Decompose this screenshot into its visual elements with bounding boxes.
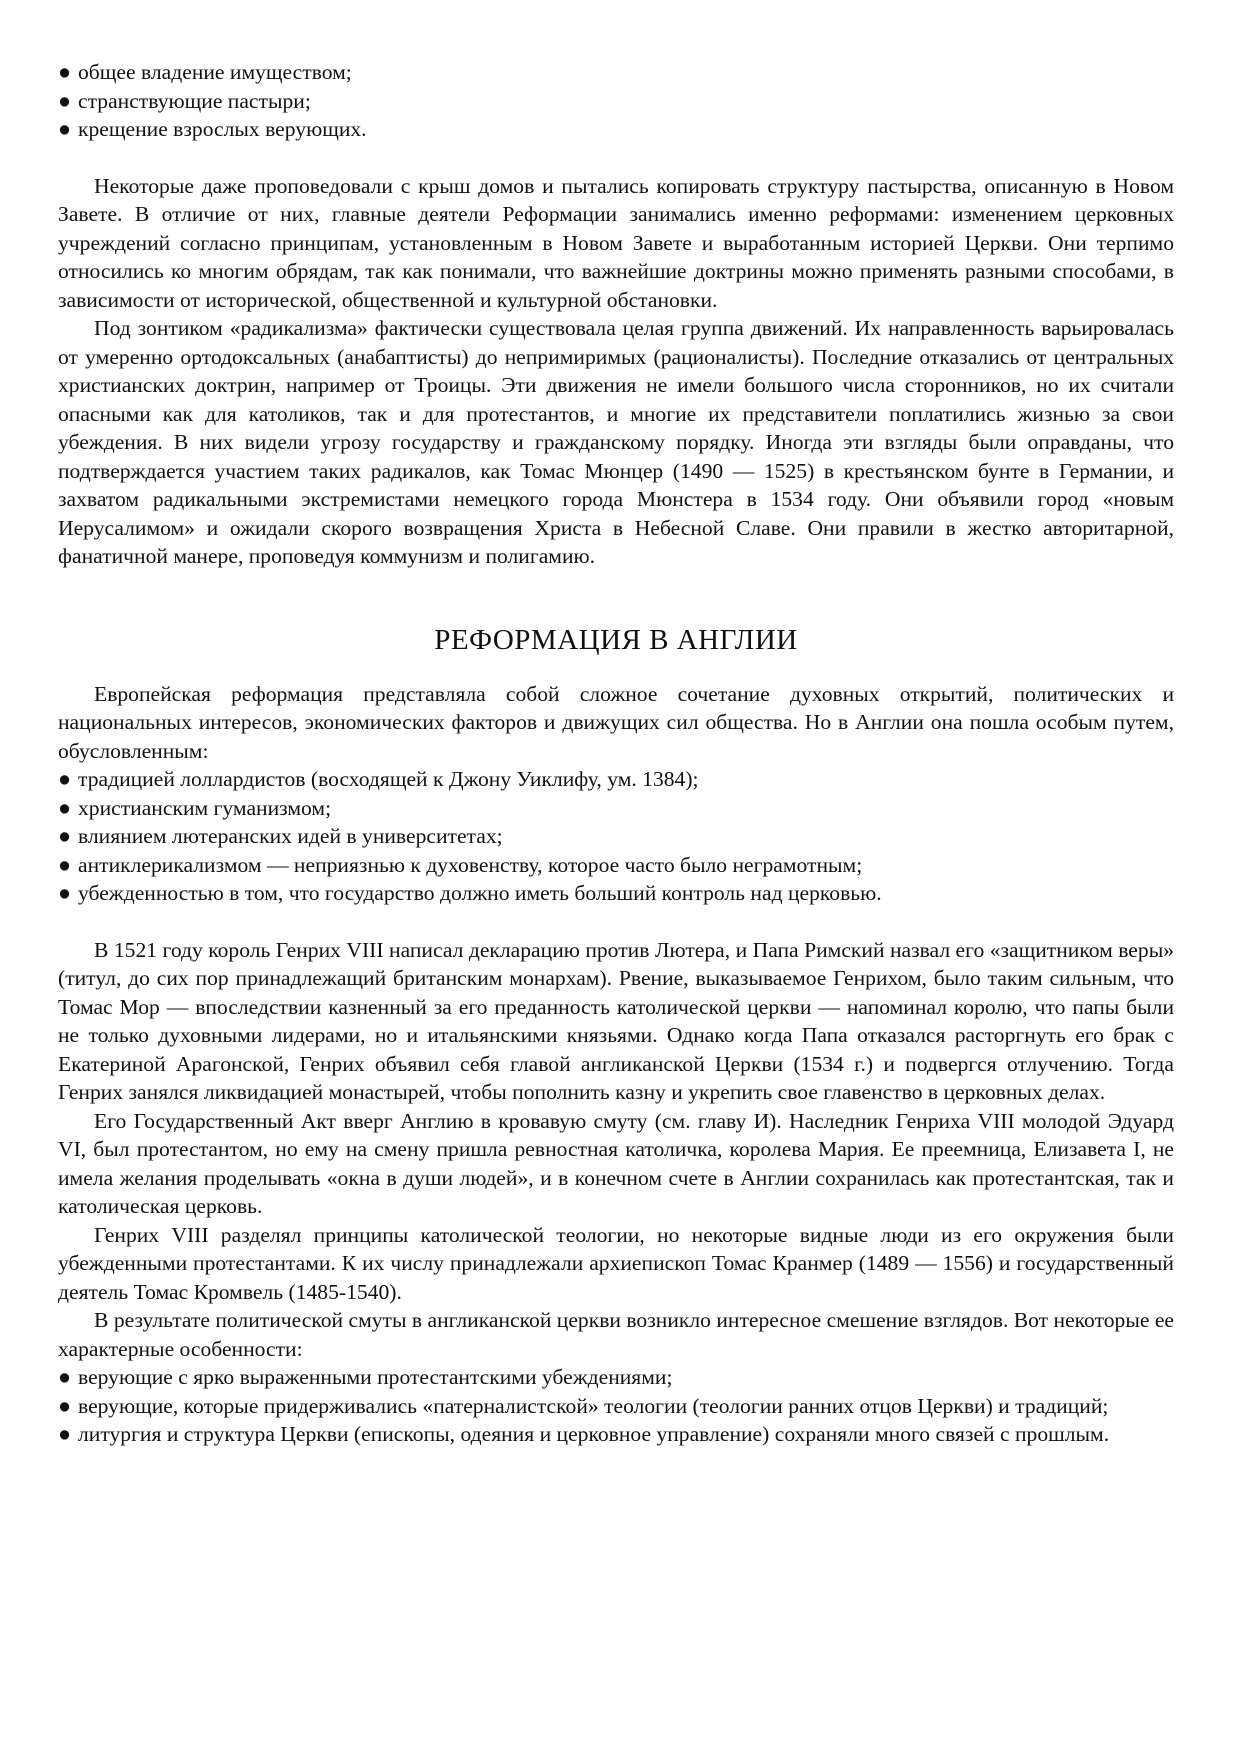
paragraph-henry-viii: В 1521 году король Генрих VIII написал декларацию против Лютера, и Папа Римский назвал его «защитником веры» (титул, до сих пор принадлежащий британским монархам). Рвение, выказываемое Генрихом, было таким сильным, что Томас Мор — впоследствии казненный за его преданность католической церкви — напоминал королю, что папы были не только духовными лидерами, но и итальянскими князьями. Однако когда Папа отказался расторгнуть его брак с Екатериной Арагонской, Генрих объявил себя главой англиканской Церкви (1534 г.) и подвергся отлучению. Тогда Генрих занялся ликвидацией монастырей, чтобы пополнить казну и укрепить свое главенство в церковных делах. (58, 937, 1174, 1104)
paragraph-england-intro: Европейская реформация представляла собой сложное сочетание духовных открытий, политических и национальных интересов, экономических факторов и движущих сил общества. Но в Англии она пошла особым путем, обусловленным: (58, 681, 1174, 763)
paragraph-radicals-intro: Некоторые даже проповедовали с крыш домов и пытались копировать структуру пастырства, описанную в Новом Завете. В отличие от них, главные деятели Реформации занимались именно реформами: изменением церковных учреждений согласно принципам, установленным в Новом Завете и выработанным историей Церкви. Они терпимо относились ко многим обрядам, так как понимали, что важнейшие доктрины можно применять разными способами, в зависимости от исторической, общественной и культурной обстановки. (58, 173, 1174, 312)
bullet-icon: ● (58, 117, 72, 141)
list-item-text: верующие, которые придерживались «патерналистской» теологии (теологии ранних отцов Церкви) и традиций; (78, 1393, 1109, 1418)
bullet-icon: ● (58, 60, 72, 84)
paragraph-state-act: Его Государственный Акт вверг Англию в кровавую смуту (см. главу И). Наследник Генриха VIII молодой Эдуард VI, был протестантом, но ему на смену пришла ревностная католичка, королева Мария. Ее преемница, Елизавета I, не имела желания проделывать «окна в души людей», и в конечном счете в Англии сохранилась как протестантская, так и католическая церковь. (58, 1108, 1174, 1218)
list-item (58, 87, 1174, 116)
bullet-icon: ● (58, 767, 72, 791)
document-page (58, 58, 1174, 1449)
bullet-icon: ● (58, 852, 72, 877)
bullet-icon: ● (58, 1422, 72, 1446)
list-item (58, 794, 1174, 823)
list-item (58, 1392, 1174, 1421)
bullet-icon: ● (58, 881, 72, 905)
list-item (58, 115, 1174, 144)
list-item-text: странствующие пастыри; (78, 88, 311, 113)
list-item-text: общее владение имуществом; (78, 60, 352, 84)
england-bullet-list (58, 765, 1174, 908)
paragraph-anglican-mix: В результате политической смуты в англиканской церкви возникло интересное смешение взглядов. Вот некоторые ее характерные особенности: (58, 1308, 1174, 1361)
list-item (58, 879, 1174, 908)
paragraph-henry-circle: Генрих VIII разделял принципы католической теологии, но некоторые видные люди из его окружения были убежденными протестантами. К их числу принадлежали архиепископ Томас Кранмер (1489 — 1556) и государственный деятель Томас Кромвель (1485-1540). (58, 1222, 1174, 1304)
features-bullet-list (58, 1363, 1174, 1449)
paragraph-radicalism: Под зонтиком «радикализма» фактически существовала целая группа движений. Их направленность варьировалась от умеренно ортодоксальных (анабаптисты) до непримиримых (рационалисты). Последние отказались от центральных христианских доктрин, например от Троицы. Эти движения не имели большого числа сторонников, но их считали опасными как для католиков, так и для протестантов, и многие их представители поплатились жизнью за свои убеждения. В них видели угрозу государству и гражданскому порядку. Иногда эти взгляды были оправданы, что подтверждается участием таких радикалов, как Томас Мюнцер (1490 — 1525) в крестьянском бунте в Германии, и захватом радикальными экстремистами немецкого города Мюнстера в 1534 году. Они объявили город «новым Иерусалимом» и ожидали скорого возвращения Христа в Небесной Славе. Они правили в жестко авторитарной, фанатичной манере, проповедуя коммунизм и полигамию. (58, 316, 1174, 568)
list-item (58, 1420, 1174, 1449)
list-item (58, 765, 1174, 794)
bullet-icon: ● (58, 1393, 72, 1418)
bullet-icon: ● (58, 824, 72, 848)
bullet-icon: ● (58, 88, 72, 113)
list-item-text: традицией лоллардистов (восходящей к Джону Уиклифу, ум. 1384); (78, 767, 699, 791)
list-item (58, 822, 1174, 851)
list-item-text: литургия и структура Церкви (епископы, одеяния и церковное управление) сохраняли много связей с прошлым. (78, 1422, 1110, 1446)
top-bullet-list (58, 58, 1174, 144)
bullet-icon: ● (58, 1365, 72, 1389)
list-item (58, 851, 1174, 880)
list-item (58, 58, 1174, 87)
list-item-text: убежденностью в том, что государство должно иметь больший контроль над церковью. (78, 881, 882, 905)
list-item-text: христианским гуманизмом; (78, 795, 332, 820)
list-item-text: антиклерикализмом — неприязнью к духовенству, которое часто было неграмотным; (78, 852, 863, 877)
list-item (58, 1363, 1174, 1392)
bullet-icon: ● (58, 795, 72, 820)
section-title: РЕФОРМАЦИЯ В АНГЛИИ (434, 623, 798, 656)
list-item-text: влиянием лютеранских идей в университетах; (78, 824, 503, 848)
list-item-text: верующие с ярко выраженными протестантскими убеждениями; (78, 1365, 673, 1389)
list-item-text: крещение взрослых верующих. (78, 117, 367, 141)
